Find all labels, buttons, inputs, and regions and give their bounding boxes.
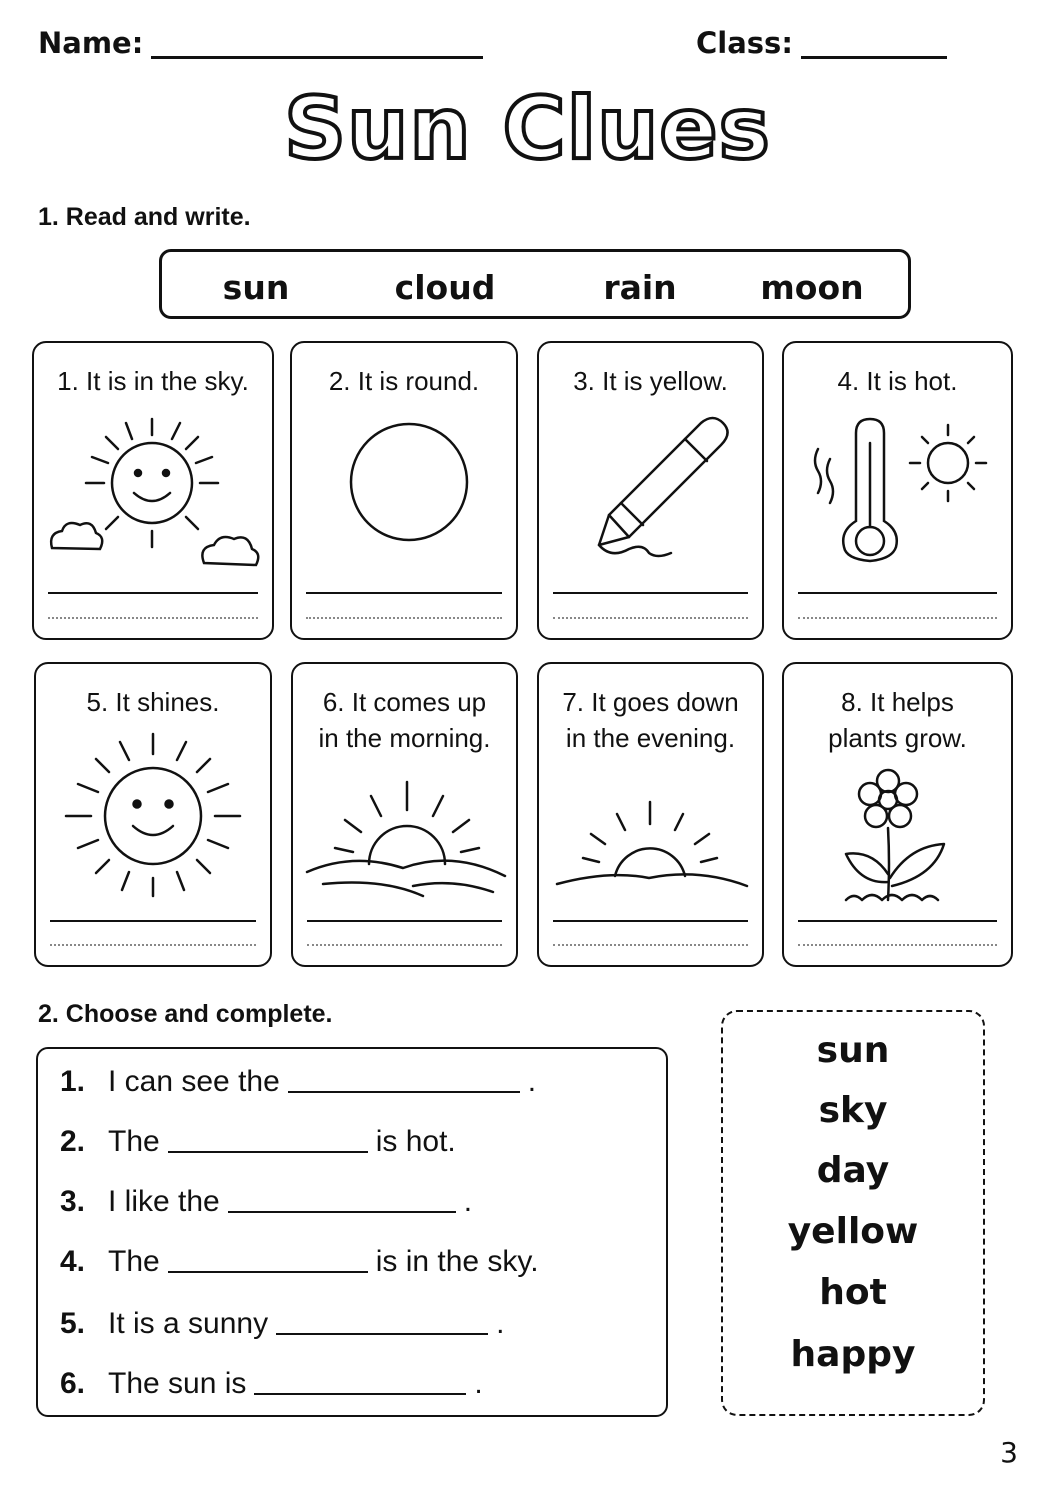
answer-line[interactable] — [553, 920, 748, 922]
answer-line[interactable] — [798, 592, 997, 594]
clue-text: 2. It is round. — [328, 366, 480, 396]
sentence-row — [60, 1307, 504, 1341]
answer-blank[interactable] — [276, 1332, 488, 1335]
answer-blank[interactable] — [228, 1210, 456, 1213]
answer-blank[interactable] — [288, 1090, 520, 1093]
sentence-number: 5. — [60, 1307, 86, 1340]
clue-card-4 — [782, 341, 1013, 640]
clue-card-7 — [537, 662, 764, 967]
word-box-item: rain — [603, 268, 677, 307]
sentence-row — [60, 1125, 456, 1159]
circle-icon — [292, 343, 520, 642]
class-line[interactable] — [801, 55, 947, 59]
sentence-after: . — [463, 1185, 473, 1218]
sun-with-clouds-icon — [34, 343, 276, 642]
sentence-after: . — [496, 1307, 505, 1340]
word-bank-item: sun — [816, 1030, 890, 1071]
answer-line[interactable] — [306, 592, 502, 594]
sentence-row — [60, 1185, 472, 1219]
sentence-after: . — [474, 1367, 483, 1400]
section-2-heading: 2. Choose and complete. — [38, 1000, 333, 1028]
word-bank-item: yellow — [787, 1211, 919, 1252]
sentence-before: It is a sunny — [108, 1307, 269, 1340]
page-title: Sun Clues — [284, 79, 771, 179]
answer-guide-line — [50, 944, 256, 946]
answer-guide-line — [798, 617, 997, 619]
sentence-number: 1. — [60, 1065, 86, 1098]
sentence-before: I can see the — [108, 1065, 280, 1098]
word-bank-item: hot — [819, 1272, 887, 1313]
clue-card-2 — [290, 341, 518, 640]
name-label: Name: — [38, 26, 144, 60]
name-field — [38, 26, 483, 60]
sentence-row — [60, 1065, 536, 1099]
answer-line[interactable] — [307, 920, 502, 922]
word-bank — [721, 1010, 985, 1416]
answer-line[interactable] — [553, 592, 748, 594]
shining-sun-icon — [36, 664, 274, 969]
section-1-heading: 1. Read and write. — [38, 203, 251, 231]
word-bank-item: day — [816, 1150, 890, 1191]
clue-card-1 — [32, 341, 274, 640]
answer-guide-line — [307, 944, 502, 946]
word-bank-item: sky — [818, 1090, 888, 1131]
class-field — [696, 26, 947, 60]
word-box-item: cloud — [394, 268, 496, 307]
thermometer-sun-icon — [784, 343, 1015, 642]
sentence-before: The — [108, 1245, 160, 1278]
sentence-after: is in the sky. — [375, 1245, 539, 1278]
sentence-row — [60, 1245, 539, 1279]
sentence-box — [36, 1047, 668, 1417]
clue-text: 1. It is in the sky. — [57, 366, 249, 396]
sentence-before: The — [108, 1125, 160, 1158]
sentence-number: 4. — [60, 1245, 86, 1278]
clue-card-6 — [291, 662, 518, 967]
sentence-after: . — [527, 1065, 537, 1098]
word-box-item: moon — [760, 268, 864, 307]
clue-text: 6. It comes up in the morning. — [318, 687, 491, 753]
sentence-number: 3. — [60, 1185, 86, 1218]
answer-guide-line — [553, 944, 748, 946]
crayon-icon — [539, 343, 766, 642]
name-line[interactable] — [151, 55, 483, 59]
sunset-icon — [539, 664, 766, 969]
sentence-number: 2. — [60, 1125, 86, 1158]
clue-card-3 — [537, 341, 764, 640]
sentence-number: 6. — [60, 1367, 86, 1400]
answer-blank[interactable] — [168, 1150, 368, 1153]
class-label: Class: — [696, 26, 793, 60]
answer-guide-line — [48, 617, 258, 619]
sentence-before: The sun is — [108, 1367, 247, 1400]
clue-text: 8. It helps plants grow. — [828, 687, 967, 753]
clue-card-5 — [34, 662, 272, 967]
word-bank-item: happy — [790, 1334, 916, 1375]
answer-guide-line — [306, 617, 502, 619]
page-number: 3 — [1000, 1436, 1018, 1469]
answer-guide-line — [553, 617, 748, 619]
clue-text: 4. It is hot. — [837, 366, 958, 396]
word-box — [159, 249, 911, 319]
answer-line[interactable] — [50, 920, 256, 922]
sunrise-icon — [293, 664, 520, 969]
clue-card-8 — [782, 662, 1013, 967]
answer-line[interactable] — [48, 592, 258, 594]
clue-text: 7. It goes down in the evening. — [562, 687, 739, 753]
answer-blank[interactable] — [168, 1270, 368, 1273]
flower-icon — [784, 664, 1015, 969]
word-box-item: sun — [222, 268, 290, 307]
answer-line[interactable] — [798, 920, 997, 922]
sentence-row — [60, 1367, 483, 1401]
answer-guide-line — [798, 944, 997, 946]
clue-text: 3. It is yellow. — [573, 366, 728, 396]
sentence-before: I like the — [108, 1185, 220, 1218]
clue-text: 5. It shines. — [86, 687, 220, 717]
answer-blank[interactable] — [254, 1392, 466, 1395]
sentence-after: is hot. — [375, 1125, 456, 1158]
